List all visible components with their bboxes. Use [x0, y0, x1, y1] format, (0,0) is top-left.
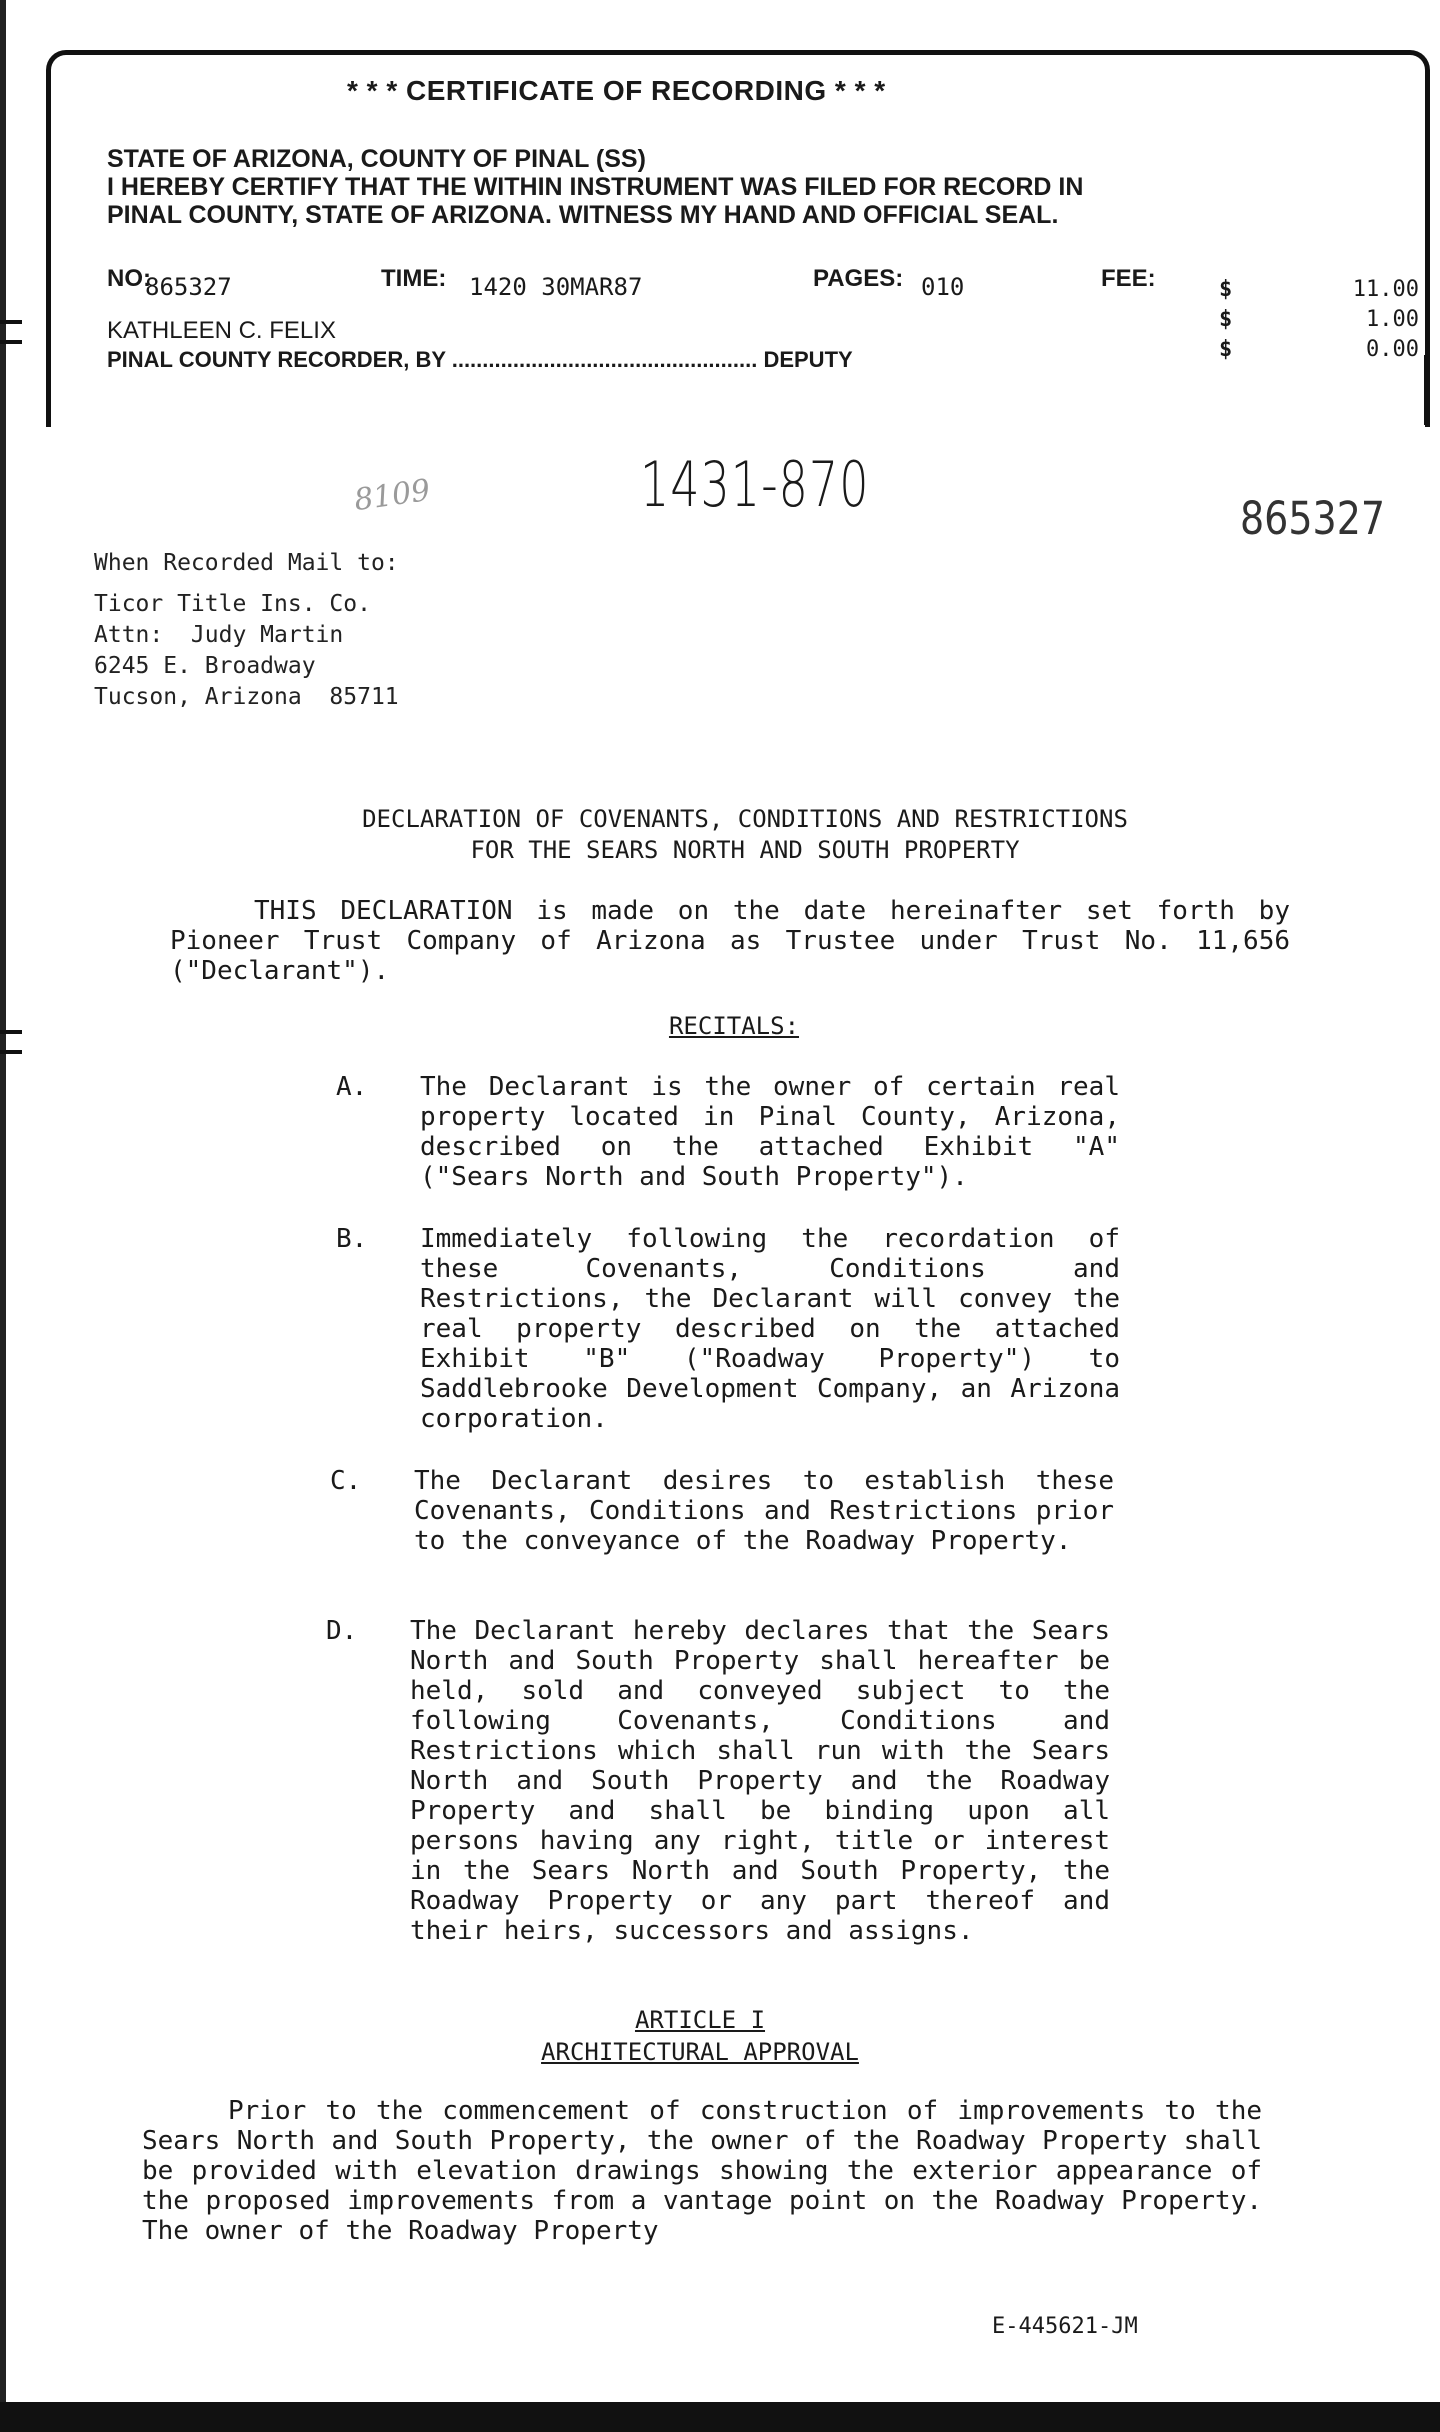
recital-text: The Declarant hereby declares that the Sears North and South Property shall hereafter be held, sold and conveyed subject to the following Covenants, Conditions and Restrictions which shall run with the Sears North and South Property and the Roadway Property and shall be binding upon all persons having any right, title or interest in the Sears North and South Property, the Roadway Property or any part thereof and their heirs, successors and assigns.	[410, 1616, 1110, 1946]
article-number: ARTICLE I	[634, 2006, 766, 2034]
fee-amount: 1.00	[1366, 307, 1419, 332]
recital-letter: A.	[336, 1072, 368, 1102]
edge-mark	[0, 320, 22, 324]
document-code: E-445621-JM	[992, 2314, 1138, 2339]
time-label: TIME:	[381, 265, 447, 292]
fee-currency: $	[1219, 337, 1233, 362]
page-bottom-edge	[0, 2402, 1440, 2432]
declaration-intro: THIS DECLARATION is made on the date hereinafter set forth by Pioneer Trust Company of Arizona as Trustee under Trust No. 11,656 ("Declarant").	[170, 896, 1290, 986]
recital-item	[336, 1072, 1136, 1192]
fee-label: FEE:	[1101, 265, 1156, 292]
article-title-wrap	[0, 2038, 1420, 2066]
edge-mark	[0, 340, 22, 344]
pages-label: PAGES:	[813, 265, 904, 292]
declaration-title-line: FOR THE SEARS NORTH AND SOUTH PROPERTY	[470, 836, 1020, 864]
fee-currency: $	[1219, 277, 1233, 302]
mail-to-block	[94, 548, 399, 713]
certificate-of-recording	[46, 50, 1430, 427]
recital-text: The Declarant is the owner of certain real property located in Pinal County, Arizona, described on the attached Exhibit "A" ("Sears North and South Property").	[420, 1072, 1120, 1192]
declaration-title	[200, 804, 1290, 866]
mail-to-line: Attn: Judy Martin	[94, 622, 344, 648]
no-label: NO:	[107, 265, 151, 292]
recital-letter: C.	[330, 1466, 362, 1496]
recital-item	[330, 1466, 1130, 1586]
handwritten-mark: 8109	[351, 472, 433, 519]
page-edge	[0, 0, 6, 2432]
recital-text: The Declarant desires to establish these Covenants, Conditions and Restrictions prior to the conveyance of the Roadway Property.	[414, 1466, 1114, 1556]
article-title: ARCHITECTURAL APPROVAL	[541, 2038, 859, 2066]
pages-value: 010	[921, 273, 965, 301]
no-value: 865327	[145, 273, 232, 301]
edge-mark	[0, 1050, 22, 1054]
fee-amount: 11.00	[1352, 277, 1419, 302]
declaration-title-line: DECLARATION OF COVENANTS, CONDITIONS AND RESTRICTIONS	[362, 805, 1128, 833]
fee-currency: $	[1219, 307, 1233, 332]
recitals-heading-wrap	[14, 1012, 1440, 1040]
mail-to-line: Tucson, Arizona 85711	[94, 684, 399, 710]
fee-amount: 0.00	[1366, 337, 1419, 362]
certificate-seal-line: PINAL COUNTY, STATE OF ARIZONA. WITNESS MY HAND AND OFFICIAL SEAL.	[107, 201, 1059, 229]
certificate-state-line: STATE OF ARIZONA, COUNTY OF PINAL (SS)	[107, 145, 646, 173]
mail-to-heading: When Recorded Mail to:	[94, 550, 399, 576]
article-text: Prior to the commencement of construction of improvements to the Sears North and South Property, the owner of the Roadway Property shall be provided with elevation drawings showing the exterior appearance of the proposed improvements from a vantage point on the Roadway Property. The owner of the Roadway Property	[142, 2096, 1262, 2246]
recital-letter: B.	[336, 1224, 368, 1254]
recital-item	[326, 1616, 1126, 1976]
book-page-stamp: 1431-870	[640, 448, 870, 521]
time-value: 1420 30MAR87	[469, 273, 643, 301]
certificate-title: * * * CERTIFICATE OF RECORDING * * *	[347, 75, 886, 106]
certificate-certify-line: I HEREBY CERTIFY THAT THE WITHIN INSTRUMENT WAS FILED FOR RECORD IN	[107, 173, 1084, 201]
article-number-wrap	[0, 2006, 1420, 2034]
recital-text: Immediately following the recordation of these Covenants, Conditions and Restrictions, the Declarant will convey the real property described on the attached Exhibit "B" ("Roadway Property") to Saddlebrooke Development Company, an Arizona corporation.	[420, 1224, 1120, 1434]
recitals-heading: RECITALS:	[668, 1012, 800, 1040]
record-number-stamp: 865327	[1240, 492, 1386, 545]
mail-to-line: Ticor Title Ins. Co.	[94, 591, 371, 617]
recital-letter: D.	[326, 1616, 358, 1646]
mail-to-line: 6245 E. Broadway	[94, 653, 316, 679]
edge-mark	[1424, 355, 1430, 425]
recorder-name: KATHLEEN C. FELIX	[107, 317, 336, 344]
recorder-signature-line: PINAL COUNTY RECORDER, BY .................................................. DEPUTY	[107, 347, 853, 372]
recital-item	[336, 1224, 1136, 1434]
